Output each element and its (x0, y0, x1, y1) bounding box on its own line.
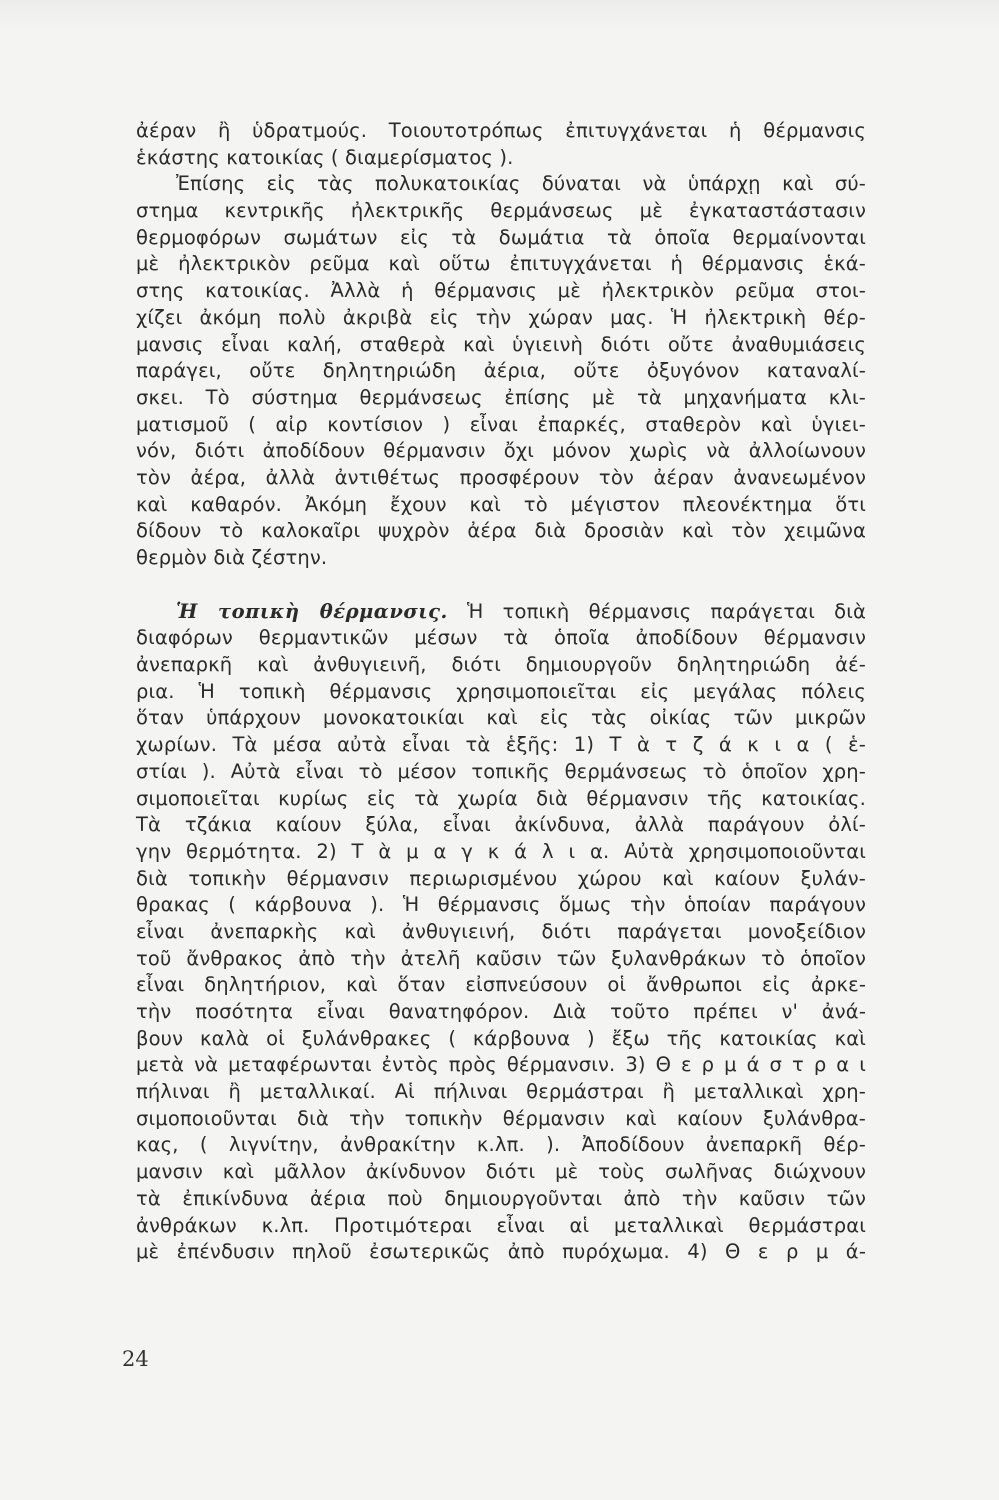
text-line: μὲ ἠλεκτρικὸν ρεῦμα καὶ οὕτω ἐπιτυγχάνεται ἡ θέρμανσις ἑκά- (136, 252, 866, 276)
text-line: γην θερμότητα. 2) Τ ὰ μ α γ κ ά λ ι α. Αὐτὰ χρησιμοποιοῦνται (136, 839, 866, 863)
text-line: ἀνθράκων κ.λπ. Προτιμότεραι εἶναι αἱ μεταλλικαὶ θερμάστραι (136, 1213, 866, 1237)
paragraph-2 (136, 171, 866, 571)
text-line: δίδουν τὸ καλοκαῖρι ψυχρὸν ἀέρα διὰ δροσιὰν καὶ τὸν χειμῶνα (136, 519, 866, 543)
text-line: μανσιν καὶ μᾶλλον ἀκίνδυνον διότι μὲ τοὺς σωλῆνας διώχνουν (136, 1160, 866, 1184)
page-number: 24 (122, 1347, 149, 1371)
section-first-line-text: Ἡ τοπικὴ θέρμανσις παράγεται διὰ (467, 599, 866, 623)
text-line: ματισμοῦ ( αἰρ κοντίσιον ) εἶναι ἐπαρκές, σταθερὸν καὶ ὑγιει- (136, 412, 866, 436)
text-line: καὶ καθαρόν. Ἀκόμη ἔχουν καὶ τὸ μέγιστον πλεονέκτημα ὅτι (136, 492, 866, 516)
body-text (136, 118, 866, 1266)
text-line: κας, ( λιγνίτην, ἀνθρακίτην κ.λπ. ). Ἀποδίδουν ἀνεπαρκῆ θέρ- (136, 1133, 866, 1157)
text-line: εἶναι ἀνεπαρκὴς καὶ ἀνθυγιεινή, διότι παράγεται μονοξείδιον (136, 919, 866, 943)
text-line: διὰ τοπικὴν θέρμανσιν περιωρισμένου χώρου καὶ καίουν ξυλάν- (136, 866, 866, 890)
text-line: τοῦ ἄνθρακος ἀπὸ τὴν ἀτελῆ καῦσιν τῶν ξυλανθράκων τὸ ὁποῖον (136, 946, 866, 970)
text-line: ὅταν ὑπάρχουν μονοκατοικίαι καὶ εἰς τὰς οἰκίας τῶν μικρῶν (136, 706, 866, 730)
text-line: Ἐπίσης εἰς τὰς πολυκατοικίας δύναται νὰ ὑπάρχῃ καὶ σύ- (176, 172, 866, 196)
text-line: ρια. Ἡ τοπικὴ θέρμανσις χρησιμοποιεῖται εἰς μεγάλας πόλεις (136, 679, 866, 703)
text-line: σκει. Τὸ σύστημα θερμάνσεως ἐπίσης μὲ τὰ μηχανήματα κλι- (136, 385, 866, 409)
text-line: θρακας ( κάρβουνα ). Ἡ θέρμανσις ὅμως τὴν ὁποίαν παράγουν (136, 893, 866, 917)
text-line: Τὰ τζάκια καίουν ξύλα, εἶναι ἀκίνδυνα, ἀλλὰ παράγουν ὀλί- (136, 813, 866, 837)
text-line: θερμὸν διὰ ζέστην. (136, 546, 328, 569)
text-line: ἀνεπαρκῆ καὶ ἀνθυγιεινῆ, διότι δημιουργοῦν δηλητηριώδη ἀέ- (136, 653, 866, 677)
text-line: χίζει ἀκόμη πολὺ ἀκριβὰ εἰς τὴν χώραν μας. Ἡ ἠλεκτρικὴ θέρ- (136, 305, 866, 329)
text-line: ἀέραν ἢ ὑδρατμούς. Τοιουτοτρόπως ἐπιτυγχάνεται ἡ θέρμανσις (136, 119, 866, 142)
section-first-line (136, 599, 866, 626)
text-line: θερμοφόρων σωμάτων εἰς τὰ δωμάτια τὰ ὁποῖα θερμαίνονται (136, 225, 866, 249)
text-line: νόν, διότι ἀποδίδουν θέρμανσιν ὄχι μόνον χωρὶς νὰ ἀλλοίωνουν (136, 439, 866, 463)
text-line: παράγει, οὔτε δηλητηριώδη ἀέρια, οὔτε ὀξυγόνον καταναλί- (136, 359, 866, 383)
text-line: βουν καλὰ οἱ ξυλάνθρακες ( κάρβουνα ) ἔξω τῆς κατοικίας καὶ (136, 1026, 866, 1050)
text-line: χωρίων. Τὰ μέσα αὐτὰ εἶναι τὰ ἑξῆς: 1) Τ ὰ τ ζ ά κ ι α ( ἑ- (136, 733, 866, 757)
section-local-heating (136, 599, 866, 1266)
text-line: στημα κεντρικῆς ἠλεκτρικῆς θερμάνσεως μὲ ἐγκαταστάστασιν (136, 199, 866, 223)
text-line: πήλιναι ἢ μεταλλικαί. Αἱ πήλιναι θερμάστραι ἢ μεταλλικαὶ χρη- (136, 1080, 866, 1104)
text-line: ἑκάστης κατοικίας ( διαμερίσματος ). (136, 145, 514, 169)
text-line: σιμοποιοῦνται διὰ τὴν τοπικὴν θέρμανσιν καὶ καίουν ξυλάνθρα- (136, 1106, 866, 1130)
text-line: μὲ ἐπένδυσιν πηλοῦ ἐσωτερικῶς ἀπὸ πυρόχωμα. 4) Θ ε ρ μ ά- (136, 1240, 866, 1264)
text-line: εἶναι δηλητήριον, καὶ ὅταν εἰσπνεύσουν οἱ ἄνθρωποι εἰς ἀρκε- (136, 973, 866, 997)
text-line: στίαι ). Αὐτὰ εἶναι τὸ μέσον τοπικῆς θερμάνσεως τὸ ὁποῖον χρη- (136, 759, 866, 783)
text-line: τὸν ἀέρα, ἀλλὰ ἀντιθέτως προσφέρουν τὸν ἀέραν ἀνανεωμένον (136, 465, 866, 489)
text-line: μετὰ νὰ μεταφέρωνται ἐντὸς πρὸς θέρμανσιν. 3) Θ ε ρ μ ά σ τ ρ α ι (136, 1053, 866, 1077)
text-line: μανσις εἶναι καλή, σταθερὰ καὶ ὑγιεινὴ διότι οὔτε ἀναθυμιάσεις (136, 332, 866, 356)
text-line: τὴν ποσότητα εἶναι θανατηφόρον. Διὰ τοῦτο πρέπει ν' ἀνά- (136, 1000, 866, 1023)
section-heading: Ἡ τοπικὴ θέρμανσις. (176, 599, 448, 623)
text-line: στης κατοικίας. Ἀλλὰ ἡ θέρμανσις μὲ ἠλεκτρικὸν ρεῦμα στοι- (136, 279, 866, 303)
text-line: τὰ ἐπικίνδυνα ἀέρια ποὺ δημιουργοῦνται ἀπὸ τὴν καῦσιν τῶν (136, 1186, 866, 1210)
text-line: διαφόρων θερμαντικῶν μέσων τὰ ὁποῖα ἀποδίδουν θέρμανσιν (136, 626, 866, 650)
paragraph-gap (136, 572, 866, 599)
text-line: σιμοποιεῖται κυρίως εἰς τὰ χωρία διὰ θέρμανσιν τῆς κατοικίας. (136, 786, 866, 810)
paragraph-1 (136, 118, 866, 171)
